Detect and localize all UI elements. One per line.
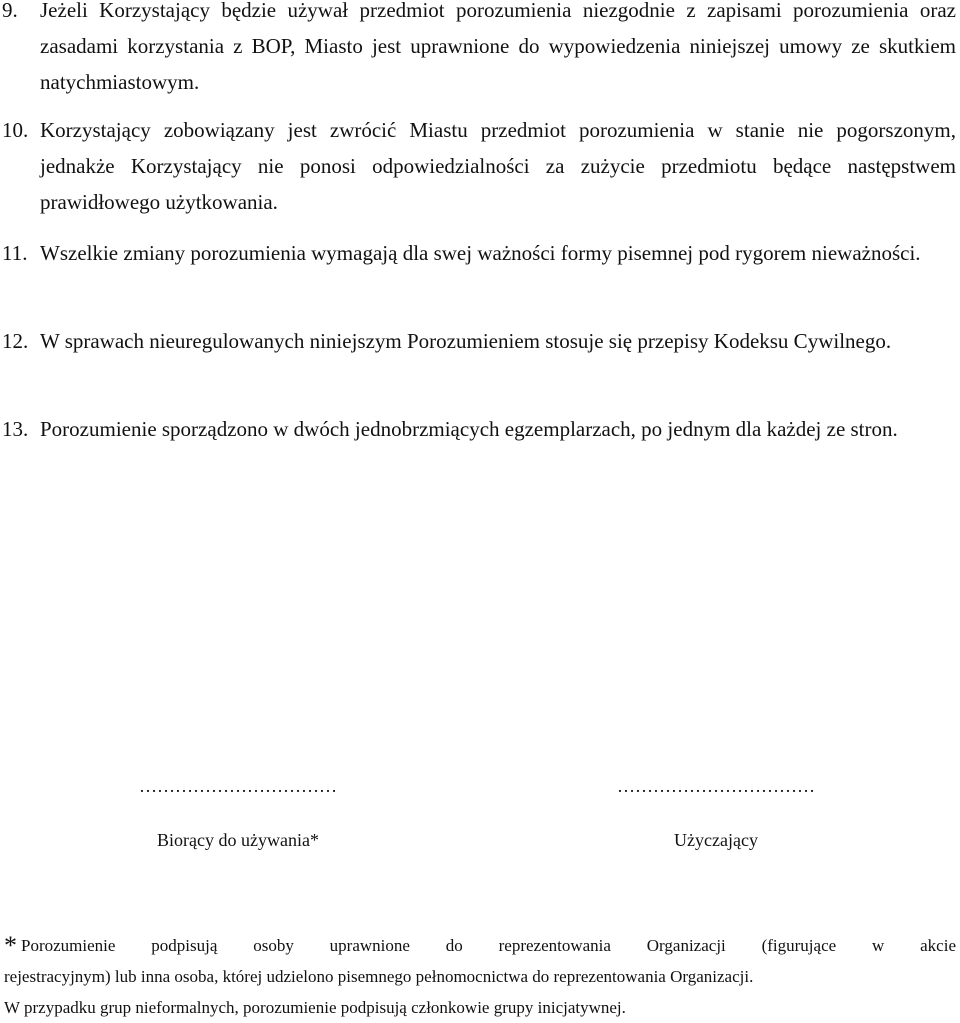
signature-line: ……………………………	[139, 776, 337, 796]
signature-block-lender	[565, 774, 867, 852]
signature-block-borrower	[88, 774, 388, 852]
clause-text: Porozumienie sporządzono w dwóch jednobrzmiących egzemplarzach, po jednym dla każdej ze stron.	[40, 417, 898, 441]
clause-11	[2, 235, 956, 271]
clause-number: 11.	[2, 241, 28, 265]
footnote-line: W przypadku grup nieformalnych, porozumienie podpisują członkowie grupy inicjatywnej.	[4, 998, 626, 1017]
clause-10	[2, 112, 956, 220]
clause-13	[2, 411, 956, 447]
clause-9	[2, 0, 956, 100]
clause-text: W sprawach nieuregulowanych niniejszym Porozumieniem stosuje się przepisy Kodeksu Cywilnego.	[40, 329, 892, 353]
footnote-text: Porozumienie podpisują osoby uprawnione do reprezentowania Organizacji (figurujące w akcie	[21, 936, 956, 955]
signature-line: ……………………………	[617, 776, 815, 796]
footnote-line	[4, 930, 956, 961]
footnote-marker: *	[4, 931, 17, 960]
clause-text: Wszelkie zmiany porozumienia wymagają dla swej ważności formy pisemnej pod rygorem nieważności.	[40, 241, 921, 265]
signature-label: Biorący do używania*	[157, 830, 319, 850]
clause-number: 10.	[2, 118, 29, 142]
signature-label: Użyczający	[674, 830, 758, 850]
clause-text: Jeżeli Korzystający będzie używał przedmiot porozumienia niezgodnie z zapisami porozumienia oraz zasadami korzystania z BOP, Miasto jest uprawnione do wypowiedzenia niniejszej umowy ze skutkiem natychmiastowym.	[40, 0, 956, 94]
footnote	[4, 930, 956, 1023]
clause-number: 12.	[2, 329, 29, 353]
clause-number: 9.	[2, 0, 18, 22]
clause-text: Korzystający zobowiązany jest zwrócić Miastu przedmiot porozumienia w stanie nie pogorszonym, jednakże Korzystający nie ponosi odpowiedzialności za zużycie przedmiotu będące następstwem prawidłowego użytkowania.	[40, 118, 956, 214]
footnote-line: rejestracyjnym) lub inna osoba, której udzielono pisemnego pełnomocnictwa do reprezentowania Organizacji.	[4, 967, 754, 986]
clause-number: 13.	[2, 417, 29, 441]
clause-12	[2, 323, 956, 359]
